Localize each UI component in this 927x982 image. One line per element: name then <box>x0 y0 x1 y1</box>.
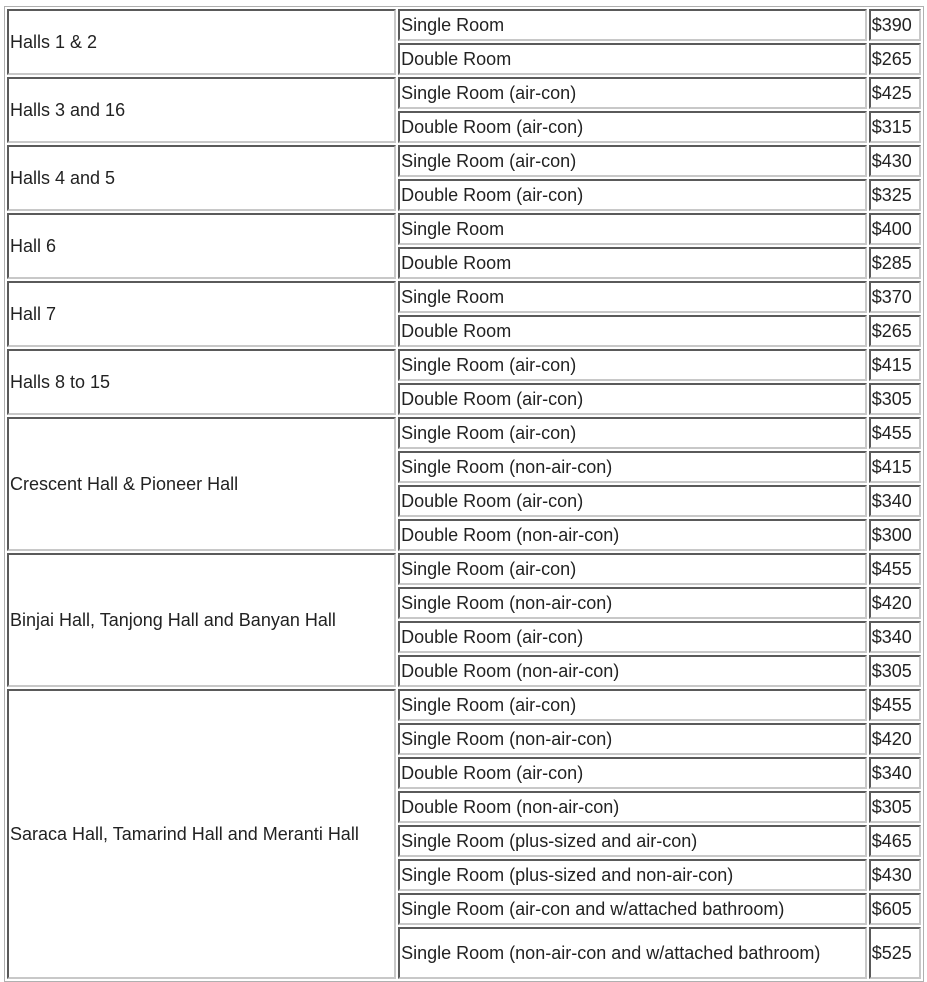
hall-rates-table-body <box>7 9 921 979</box>
room-type-cell: Double Room <box>398 315 867 347</box>
room-type-cell: Double Room (air-con) <box>398 485 867 517</box>
price-cell: $430 <box>869 859 921 891</box>
table-row <box>7 349 921 381</box>
price-cell: $605 <box>869 893 921 925</box>
hall-name-cell: Hall 7 <box>7 281 396 347</box>
price-cell: $425 <box>869 77 921 109</box>
price-cell: $420 <box>869 723 921 755</box>
price-cell: $305 <box>869 655 921 687</box>
hall-name-cell: Halls 3 and 16 <box>7 77 396 143</box>
price-cell: $265 <box>869 315 921 347</box>
hall-name-cell: Halls 1 & 2 <box>7 9 396 75</box>
room-type-cell: Single Room (air-con) <box>398 417 867 449</box>
room-type-cell: Single Room (non-air-con) <box>398 451 867 483</box>
price-cell: $305 <box>869 383 921 415</box>
price-cell: $430 <box>869 145 921 177</box>
price-cell: $340 <box>869 757 921 789</box>
price-cell: $415 <box>869 451 921 483</box>
room-type-cell: Single Room (plus-sized and air-con) <box>398 825 867 857</box>
room-type-cell: Double Room (non-air-con) <box>398 655 867 687</box>
hall-name-cell: Saraca Hall, Tamarind Hall and Meranti Hall <box>7 689 396 979</box>
room-type-cell: Single Room <box>398 213 867 245</box>
hall-rates-table-wrapper <box>4 6 924 982</box>
room-type-cell: Double Room (air-con) <box>398 757 867 789</box>
table-row <box>7 689 921 721</box>
room-type-cell: Double Room (air-con) <box>398 111 867 143</box>
room-type-cell: Single Room (air-con) <box>398 77 867 109</box>
table-row <box>7 9 921 41</box>
room-type-cell: Single Room <box>398 281 867 313</box>
hall-name-cell: Halls 4 and 5 <box>7 145 396 211</box>
table-row <box>7 213 921 245</box>
room-type-cell: Single Room (non-air-con and w/attached bathroom) <box>398 927 867 979</box>
price-cell: $455 <box>869 689 921 721</box>
table-row <box>7 553 921 585</box>
room-type-cell: Single Room (non-air-con) <box>398 587 867 619</box>
hall-name-cell: Crescent Hall & Pioneer Hall <box>7 417 396 551</box>
room-type-cell: Single Room (air-con) <box>398 349 867 381</box>
room-type-cell: Single Room (air-con) <box>398 145 867 177</box>
price-cell: $325 <box>869 179 921 211</box>
room-type-cell: Single Room (air-con) <box>398 553 867 585</box>
table-row <box>7 281 921 313</box>
price-cell: $300 <box>869 519 921 551</box>
room-type-cell: Double Room (non-air-con) <box>398 519 867 551</box>
price-cell: $455 <box>869 553 921 585</box>
price-cell: $390 <box>869 9 921 41</box>
hall-name-cell: Binjai Hall, Tanjong Hall and Banyan Hall <box>7 553 396 687</box>
room-type-cell: Double Room (air-con) <box>398 621 867 653</box>
price-cell: $420 <box>869 587 921 619</box>
room-type-cell: Single Room (plus-sized and non-air-con) <box>398 859 867 891</box>
price-cell: $340 <box>869 621 921 653</box>
price-cell: $315 <box>869 111 921 143</box>
room-type-cell: Double Room (air-con) <box>398 383 867 415</box>
hall-name-cell: Halls 8 to 15 <box>7 349 396 415</box>
room-type-cell: Double Room (non-air-con) <box>398 791 867 823</box>
price-cell: $400 <box>869 213 921 245</box>
room-type-cell: Double Room <box>398 247 867 279</box>
price-cell: $415 <box>869 349 921 381</box>
price-cell: $455 <box>869 417 921 449</box>
price-cell: $265 <box>869 43 921 75</box>
room-type-cell: Double Room (air-con) <box>398 179 867 211</box>
hall-rates-table <box>5 7 923 981</box>
room-type-cell: Single Room (non-air-con) <box>398 723 867 755</box>
price-cell: $370 <box>869 281 921 313</box>
room-type-cell: Single Room (air-con and w/attached bathroom) <box>398 893 867 925</box>
price-cell: $340 <box>869 485 921 517</box>
price-cell: $285 <box>869 247 921 279</box>
table-row <box>7 417 921 449</box>
room-type-cell: Single Room <box>398 9 867 41</box>
price-cell: $525 <box>869 927 921 979</box>
room-type-cell: Single Room (air-con) <box>398 689 867 721</box>
price-cell: $305 <box>869 791 921 823</box>
table-row <box>7 77 921 109</box>
room-type-cell: Double Room <box>398 43 867 75</box>
table-row <box>7 145 921 177</box>
price-cell: $465 <box>869 825 921 857</box>
hall-name-cell: Hall 6 <box>7 213 396 279</box>
